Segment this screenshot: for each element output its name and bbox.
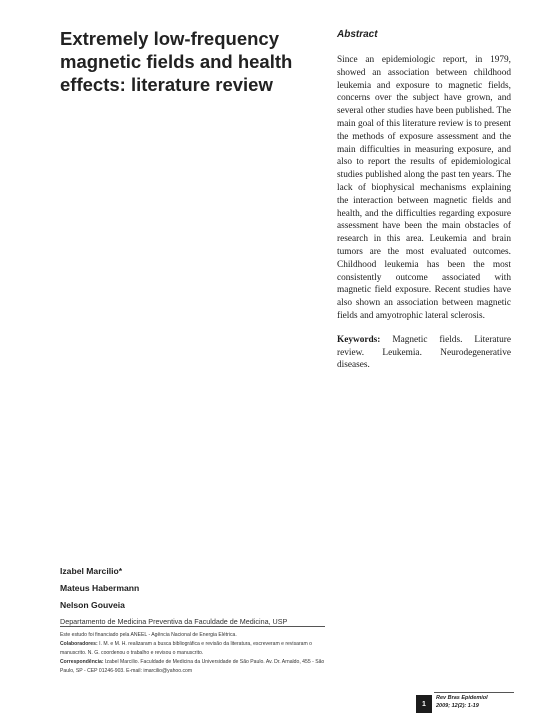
contributors-note bbox=[60, 640, 332, 657]
page-number: 1 bbox=[416, 695, 432, 713]
footnote-divider bbox=[60, 626, 325, 627]
correspondence-text: Izabel Marcilio. Faculdade de Medicina da Universidade de São Paulo. Av. Dr. Arnaldo, 455 - São Paulo, SP - CEP 01246-903. E-mail: imarcilio@yahoo.com bbox=[60, 659, 325, 674]
keywords-text: Magnetic fields. Literature review. Leukemia. Neurodegenerative diseases. bbox=[337, 334, 512, 371]
article-title: Extremely low-frequency magnetic fields and health effects: literature review bbox=[60, 28, 293, 95]
correspondence-label: Correspondência: bbox=[60, 659, 104, 666]
abstract-text: Since an epidemiologic report, in 1979, showed an association between childhood leukemia and exposure to magnetic fields, concerns over the subject have grown, and several other studies have been published. The main goal of this literature review is to present the methods of exposure assessment and the main difficulties in measuring exposure, and also to report the results of epidemiological studies published along the past ten years. The lack of biophysical mechanisms explaining the interaction between magnetic fields and health, and the difficulties regarding exposure assessment have been the main obstacles of research in this area. Leukemia and brain tumors are the most evaluated outcomes. Childhood leukemia has been the most consistently outcome associated with magnetic field exposure. Recent studies have also shown an association between magnetic fields and amyotrophic lateral sclerosis. bbox=[337, 55, 511, 321]
abstract-heading: Abstract bbox=[337, 29, 378, 40]
abstract-section bbox=[337, 29, 511, 372]
journal-issue: 2009; 12(2): 1-19 bbox=[436, 702, 479, 709]
author-block bbox=[60, 563, 340, 628]
contributors-text: I. M. e M. H. realizaram a busca bibliográfica e revisão da literatura, escreveram e revisaram o manuscrito. N. G. coordenou o trabalho e revisou o manuscrito. bbox=[60, 641, 312, 656]
author-name: Nelson Gouveia bbox=[60, 600, 125, 610]
footnotes bbox=[60, 631, 332, 676]
correspondence-note bbox=[60, 658, 332, 675]
journal-divider bbox=[434, 692, 514, 693]
journal-citation bbox=[436, 695, 526, 710]
keywords bbox=[337, 334, 511, 372]
affiliation: Departamento de Medicina Preventiva da Faculdade de Medicina, USP bbox=[60, 617, 288, 626]
journal-name: Rev Bras Epidemiol bbox=[436, 695, 488, 701]
keywords-label: Keywords: bbox=[337, 334, 381, 345]
author-name: Mateus Habermann bbox=[60, 583, 140, 593]
funding-note: Este estudo foi financiado pela ANEEL - Agência Nacional de Energia Elétrica. bbox=[60, 632, 237, 638]
contributors-label: Colaboradores: bbox=[60, 641, 98, 648]
author-name: Izabel Marcilio* bbox=[60, 566, 123, 576]
